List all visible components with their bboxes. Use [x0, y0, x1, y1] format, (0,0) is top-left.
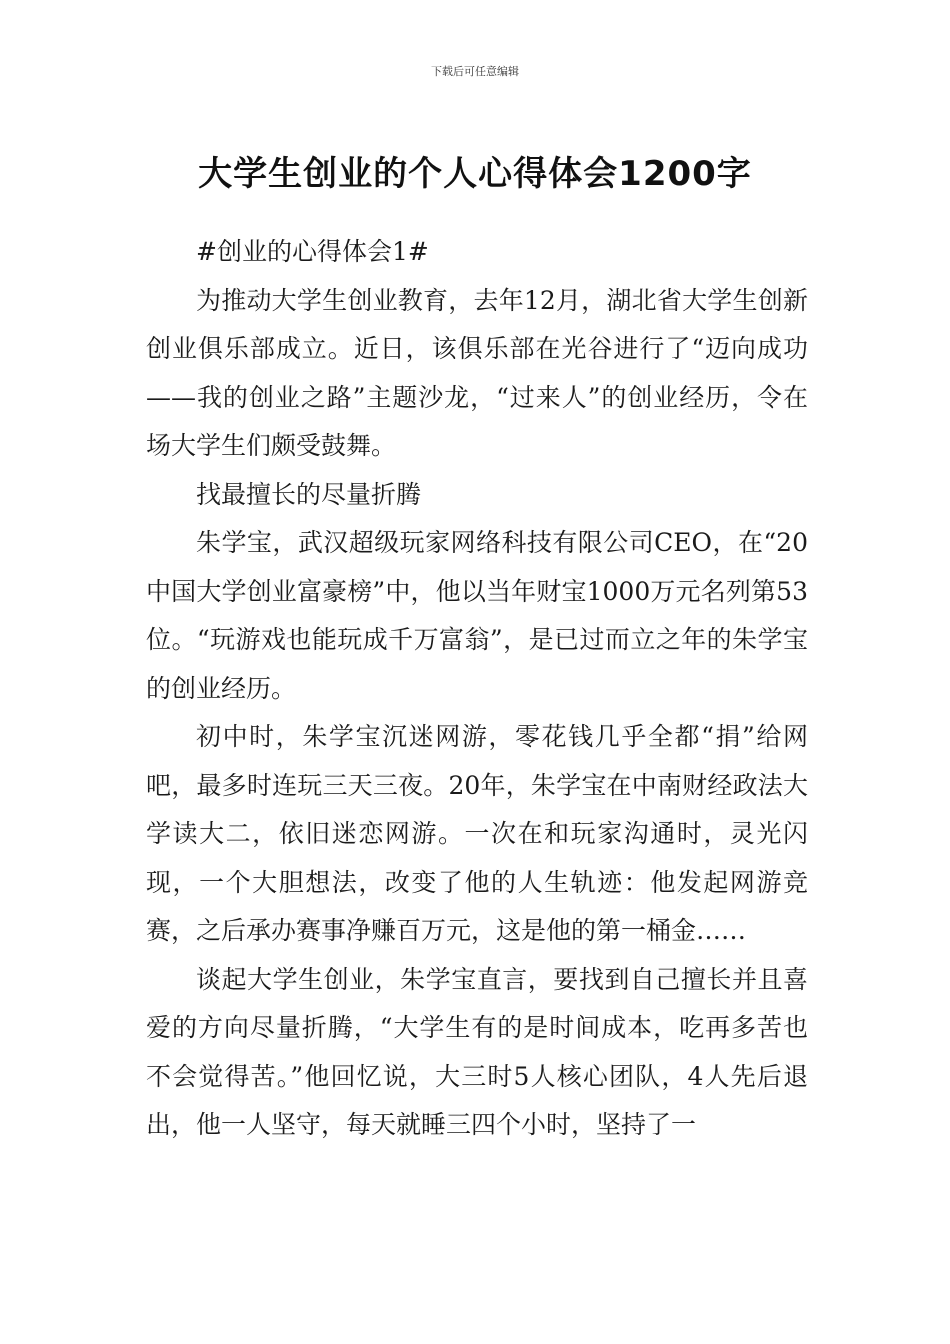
paragraph: 为推动大学生创业教育，去年12月，湖北省大学生创新创业俱乐部成立。近日，该俱乐部在光谷进行了“迈向成功——我的创业之路”主题沙龙，“过来人”的创业经历，令在场大学生们颇受鼓舞。 [146, 285, 808, 460]
paragraph: 朱学宝，武汉超级玩家网络科技有限公司CEO，在“20中国大学创业富豪榜”中，他以当年财宝1000万元名列第53位。“玩游戏也能玩成千万富翁”，是已过而立之年的朱学宝的创业经历。 [146, 528, 808, 703]
section-heading: #创业的心得体会1# [196, 237, 429, 266]
document-body [146, 228, 808, 1150]
paragraph: 初中时，朱学宝沉迷网游，零花钱几乎全都“捐”给网吧，最多时连玩三天三夜。20年，朱学宝在中南财经政法大学读大二，依旧迷恋网游。一次在和玩家沟通时，灵光闪现，一个大胆想法，改变了他的人生轨迹：他发起网游竞赛，之后承办赛事净赚百万元，这是他的第一桶金…… [146, 722, 808, 945]
paragraph: 谈起大学生创业，朱学宝直言，要找到自己擅长并且喜爱的方向尽量折腾，“大学生有的是时间成本，吃再多苦也不会觉得苦。”他回忆说，大三时5人核心团队，4人先后退出，他一人坚守，每天就睡三四个小时，坚持了一 [146, 964, 808, 1139]
subheading: 找最擅长的尽量折腾 [196, 479, 422, 509]
document-title: 大学生创业的个人心得体会1200字 [198, 153, 752, 194]
header-note: 下载后可任意编辑 [431, 65, 519, 78]
